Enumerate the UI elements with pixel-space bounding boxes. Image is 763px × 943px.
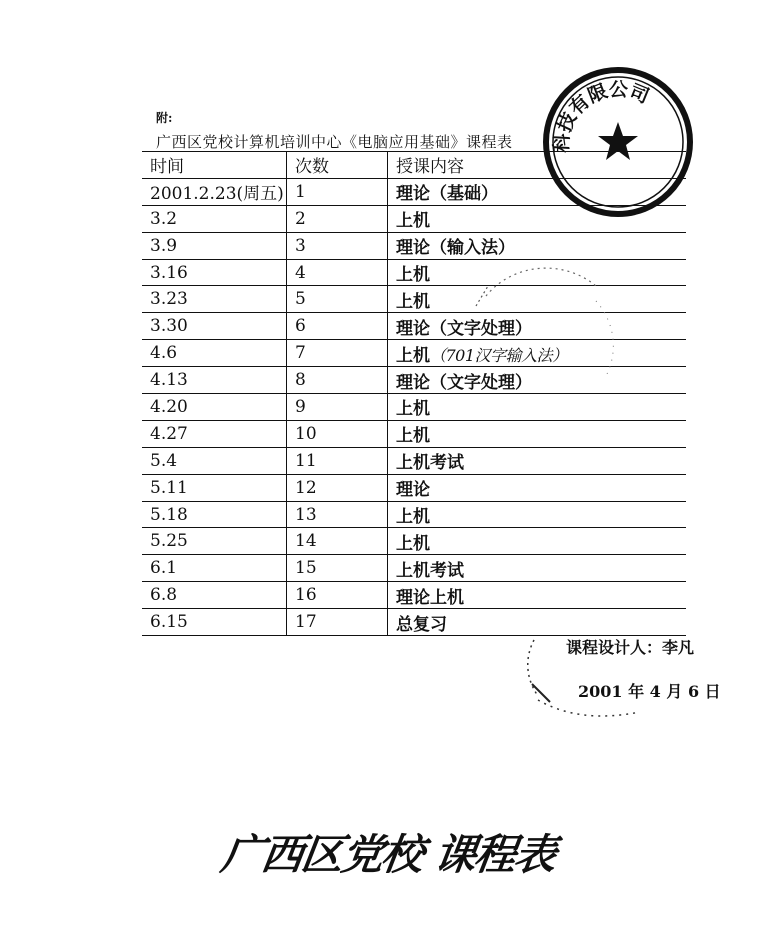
cell-session-number: 3 xyxy=(287,232,388,259)
cell-time: 3.30 xyxy=(142,313,287,340)
cell-content xyxy=(388,420,687,447)
svg-text:科技有限公司: 科技有限公司 xyxy=(550,78,653,154)
document-title: 广西区党校计算机培训中心《电脑应用基础》课程表 xyxy=(156,133,513,151)
cell-session-number: 12 xyxy=(287,474,388,501)
content-text: 理论上机 xyxy=(396,587,464,608)
cell-time: 6.1 xyxy=(142,555,287,582)
content-text: 上机 xyxy=(396,426,430,447)
table-row xyxy=(142,474,686,501)
table-row xyxy=(142,555,686,582)
cell-content xyxy=(388,447,687,474)
table-row xyxy=(142,528,686,555)
course-designer: 课程设计人：李凡 xyxy=(566,638,695,657)
cell-content xyxy=(388,474,687,501)
content-text: 上机 xyxy=(396,265,430,285)
cell-time: 3.9 xyxy=(142,232,287,259)
cell-session-number: 13 xyxy=(287,501,388,528)
cell-session-number: 10 xyxy=(287,420,388,447)
table-row xyxy=(142,582,686,609)
table-row xyxy=(142,420,686,447)
cell-session-number: 4 xyxy=(287,259,388,286)
cell-time: 4.27 xyxy=(142,420,287,447)
cell-session-number: 17 xyxy=(287,609,388,636)
column-header-content: 授课内容 xyxy=(388,152,687,179)
content-text: 上机 xyxy=(396,211,430,232)
cell-time: 2001.2.23(周五) xyxy=(142,178,287,205)
cell-session-number: 8 xyxy=(287,367,388,394)
cell-time: 5.4 xyxy=(142,447,287,474)
content-text: 上机 xyxy=(396,533,430,554)
content-text: 理论（基础） xyxy=(396,184,498,205)
cell-session-number: 14 xyxy=(287,528,388,555)
cell-session-number: 9 xyxy=(287,394,388,421)
column-header-time: 时间 xyxy=(142,152,287,179)
cell-session-number: 1 xyxy=(287,178,388,205)
cell-time: 3.16 xyxy=(142,259,287,286)
cell-session-number: 15 xyxy=(287,555,388,582)
table-row xyxy=(142,447,686,474)
cell-time: 3.23 xyxy=(142,286,287,313)
cell-time: 4.6 xyxy=(142,340,287,367)
cell-time: 4.20 xyxy=(142,394,287,421)
cell-session-number: 6 xyxy=(287,313,388,340)
cell-time: 5.18 xyxy=(142,501,287,528)
content-text: 上机 xyxy=(396,291,430,312)
cell-time: 6.8 xyxy=(142,582,287,609)
cell-time: 5.11 xyxy=(142,474,287,501)
faint-stamp-mark xyxy=(446,256,616,416)
content-text: 上机考试 xyxy=(396,453,464,474)
content-text: 上机 xyxy=(396,399,430,420)
cell-content xyxy=(388,555,687,582)
cell-session-number: 11 xyxy=(287,447,388,474)
content-text: 上机考试 xyxy=(396,560,464,581)
cell-session-number: 7 xyxy=(287,340,388,367)
seal-star-icon xyxy=(598,122,638,160)
content-text: 理论 xyxy=(396,480,430,501)
content-text: 理论（输入法） xyxy=(396,238,515,259)
content-text: 理论（文字处理） xyxy=(396,372,532,393)
handwritten-note: （701汉字输入法） xyxy=(430,345,568,365)
annex-label: 附: xyxy=(156,111,173,125)
signature-date: 2001 年 4 月 6 日 xyxy=(578,682,721,701)
cell-session-number: 2 xyxy=(287,205,388,232)
content-text: 理论（文字处理） xyxy=(396,318,532,339)
column-header-session: 次数 xyxy=(287,152,388,179)
cell-time: 4.13 xyxy=(142,367,287,394)
content-text: 总复习 xyxy=(396,614,447,635)
date-stamp-mark xyxy=(520,626,670,726)
cell-time: 5.25 xyxy=(142,528,287,555)
cell-time: 6.15 xyxy=(142,609,287,636)
table-row xyxy=(142,501,686,528)
content-text: 上机 xyxy=(396,345,430,366)
cell-content xyxy=(388,582,687,609)
cell-content xyxy=(388,501,687,528)
company-seal-stamp xyxy=(540,64,696,220)
cell-content xyxy=(388,528,687,555)
cell-session-number: 5 xyxy=(287,286,388,313)
cell-session-number: 16 xyxy=(287,582,388,609)
cell-time: 3.2 xyxy=(142,205,287,232)
handwritten-caption: 广西区党校 课程表 xyxy=(218,830,558,879)
content-text: 上机 xyxy=(396,507,430,528)
